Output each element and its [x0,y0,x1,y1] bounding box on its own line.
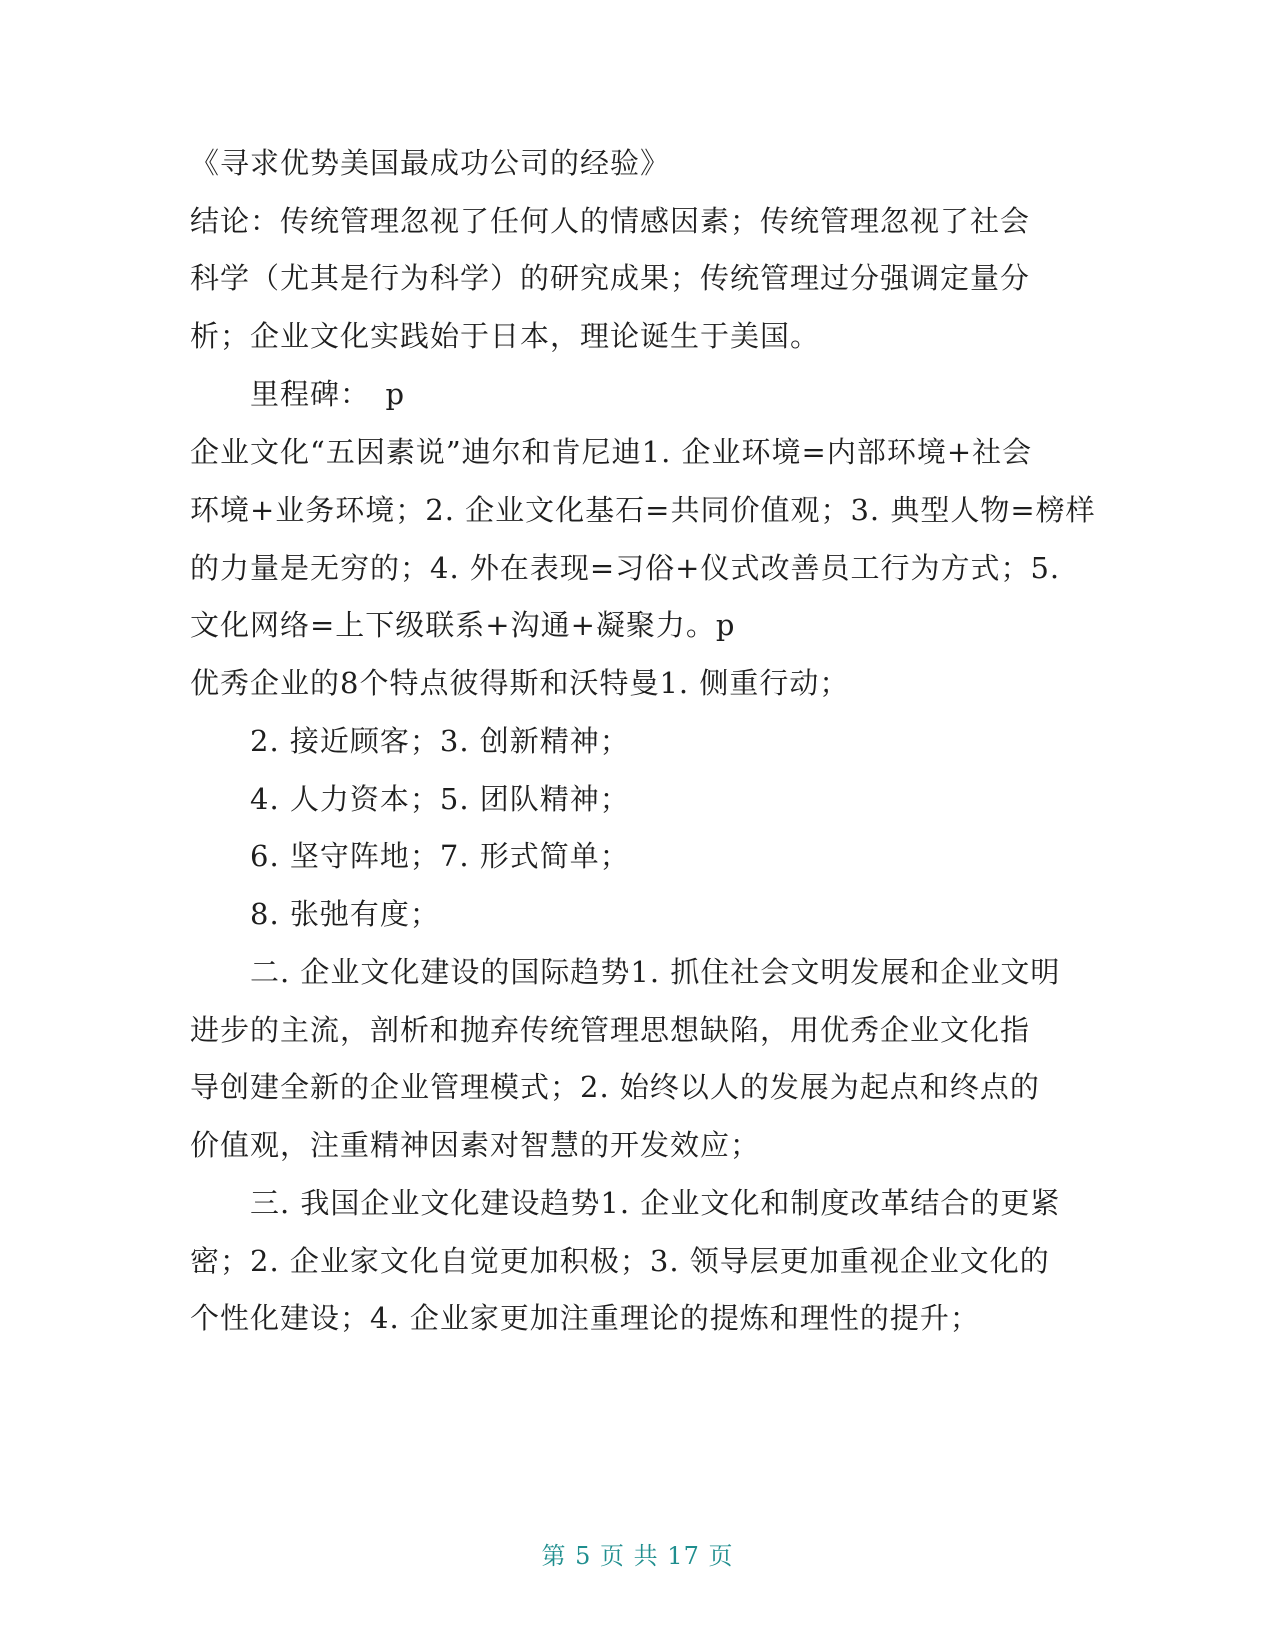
paragraph-line: 6. 坚守阵地；7. 形式简单； [250,839,630,873]
paragraph-line: 8. 张弛有度； [250,897,440,931]
paragraph-line: 4. 人力资本；5. 团队精神； [250,782,630,816]
paragraph-line: 企业文化“五因素说”迪尔和肯尼迪1. 企业环境=内部环境+社会 [190,435,1033,469]
paragraph-line: 科学（尤其是行为科学）的研究成果；传统管理过分强调定量分 [190,261,1031,295]
page-number-footer: 第 5 页 共 17 页 [541,1542,734,1570]
paragraph-line: 里程碑： p [250,377,406,411]
paragraph-line: 析；企业文化实践始于日本，理论诞生于美国。 [190,319,821,353]
paragraph-line: 《寻求优势美国最成功公司的经验》 [190,146,671,180]
paragraph-line: 密；2. 企业家文化自觉更加积极；3. 领导层更加重视企业文化的 [190,1244,1050,1278]
paragraph-line: 导创建全新的企业管理模式；2. 始终以人的发展为起点和终点的 [190,1070,1040,1104]
paragraph-line: 优秀企业的8个特点彼得斯和沃特曼1. 侧重行动； [190,666,850,700]
paragraph-line: 2. 接近顾客；3. 创新精神； [250,724,630,758]
paragraph-line: 个性化建设；4. 企业家更加注重理论的提炼和理性的提升； [190,1301,980,1335]
paragraph-line: 价值观，注重精神因素对智慧的开发效应； [190,1128,761,1162]
paragraph-line: 结论：传统管理忽视了任何人的情感因素；传统管理忽视了社会 [190,204,1031,238]
paragraph-line: 二. 企业文化建设的国际趋势1. 抓住社会文明发展和企业文明 [250,955,1061,989]
paragraph-line: 进步的主流，剖析和抛弃传统管理思想缺陷，用优秀企业文化指 [190,1013,1031,1047]
paragraph-line: 环境+业务环境；2. 企业文化基石=共同价值观；3. 典型人物=榜样 [190,493,1096,527]
paragraph-line: 的力量是无穷的；4. 外在表现=习俗+仪式改善员工行为方式；5. [190,551,1061,585]
paragraph-line: 文化网络=上下级联系+沟通+凝聚力。p [190,608,736,642]
paragraph-line: 三. 我国企业文化建设趋势1. 企业文化和制度改革结合的更紧 [250,1186,1061,1220]
